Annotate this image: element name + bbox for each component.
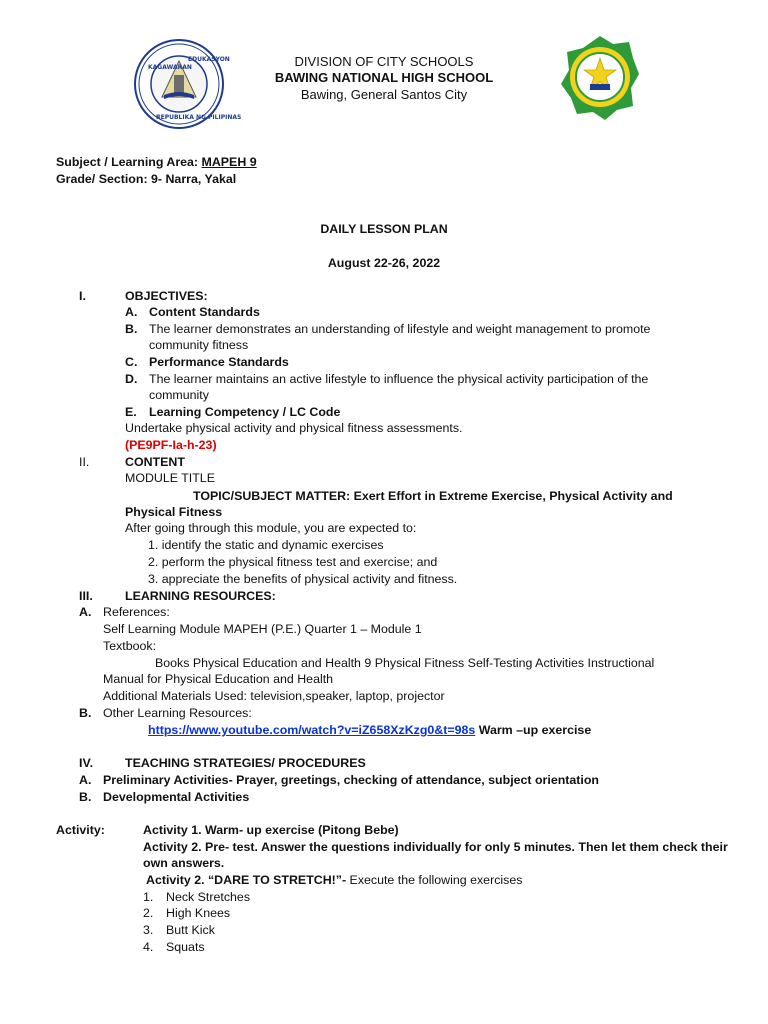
objective-b-letter: B. [125,322,138,336]
activity-2-line2: own answers. [143,856,225,870]
exercise-2-name: High Knees [166,906,231,920]
performance-standard-text-line2: community [149,388,209,402]
module-title-label: MODULE TITLE [125,471,215,485]
exercise-1-name: Neck Stretches [166,890,251,904]
objective-c-letter: C. [125,355,138,369]
resources-b-letter: B. [79,706,92,720]
objectives-intro: After going through this module, you are expected to: [125,521,417,535]
content-item-1: 1. identify the static and dynamic exercises [148,538,384,552]
activity-2-line1: Activity 2. Pre- test. Answer the questions individually for only 5 minutes. Then let them check their [143,840,728,854]
topic-line2: Physical Fitness [125,505,223,519]
resources-a-letter: A. [79,605,92,619]
objective-a-letter: A. [125,305,138,319]
activity-3 [146,873,522,887]
activity-label: Activity: [56,823,105,837]
textbook-label: Textbook: [103,639,157,653]
performance-standards-label: Performance Standards [149,355,289,369]
youtube-link-suffix: Warm –up exercise [475,723,592,737]
developmental-activities: Developmental Activities [103,790,250,804]
resources-number: III. [79,589,93,603]
exercise-3-name: Butt Kick [166,923,215,937]
books-reference-line1: Books Physical Education and Health 9 Physical Fitness Self-Testing Activities Instructional [155,656,655,670]
division-name: DIVISION OF CITY SCHOOLS [294,54,474,69]
document-title: DAILY LESSON PLAN [320,222,448,236]
performance-standard-text-line1: The learner maintains an active lifestyle to influence the physical activity participation of the [149,372,649,386]
content-item-3: 3. appreciate the benefits of physical activity and fitness. [148,572,458,586]
grade-section: Grade/ Section: 9- Narra, Yakal [56,172,237,186]
references-label: References: [103,605,170,619]
preliminary-activities: Preliminary Activities- Prayer, greetings, checking of attendance, subject orientation [103,773,600,787]
procedures-number: IV. [79,756,94,770]
school-address: Bawing, General Santos City [300,87,468,102]
activity-1: Activity 1. Warm- up exercise (Pitong Bebe) [143,823,399,837]
slm-reference: Self Learning Module MAPEH (P.E.) Quarter 1 – Module 1 [103,622,422,636]
objective-e-letter: E. [125,405,137,419]
procedures-heading: TEACHING STRATEGIES/ PROCEDURES [125,756,366,770]
svg-text:EDUKASYON: EDUKASYON [188,56,230,63]
subject-value: MAPEH 9 [201,155,257,169]
procedures-a-letter: A. [79,773,92,787]
learning-competency-label: Learning Competency / LC Code [149,405,341,419]
additional-materials: Additional Materials Used: television,speaker, laptop, projector [103,689,445,703]
exercise-4-number: 4. [143,940,154,954]
content-standard-text-line2: community fitness [149,338,249,352]
activity-3-instruction: Execute the following exercises [346,873,523,887]
exercise-2-number: 2. [143,906,154,920]
objectives-heading: OBJECTIVES: [125,289,208,303]
svg-text:KAGAWARAN: KAGAWARAN [148,64,192,71]
resources-heading: LEARNING RESOURCES: [125,589,276,603]
youtube-link[interactable]: https://www.youtube.com/watch?v=iZ658XzKzg0&t=98s [148,723,476,737]
school-name: BAWING NATIONAL HIGH SCHOOL [274,70,494,85]
lesson-date: August 22-26, 2022 [327,256,441,270]
subject-line [56,155,257,169]
exercise-3-number: 3. [143,923,154,937]
competency-text: Undertake physical activity and physical fitness assessments. [125,421,463,435]
exercise-1-number: 1. [143,890,154,904]
activity-3-title: Activity 2. “DARE TO STRETCH!”- [146,873,347,887]
books-reference-line2: Manual for Physical Education and Health [103,672,334,686]
youtube-resource-line [148,723,591,737]
content-item-2: 2. perform the physical fitness test and exercise; and [148,555,438,569]
other-resources-label: Other Learning Resources: [103,706,252,720]
exercise-4-name: Squats [166,940,205,954]
subject-label: Subject / Learning Area: [56,155,202,169]
content-standards-label: Content Standards [149,305,260,319]
topic-line1: TOPIC/SUBJECT MATTER: Exert Effort in Extreme Exercise, Physical Activity and [193,489,673,503]
procedures-b-letter: B. [79,790,92,804]
content-number: II. [79,455,90,469]
lc-code: (PE9PF-Ia-h-23) [125,438,217,452]
content-heading: CONTENT [125,455,185,469]
objectives-number: I. [79,289,86,303]
svg-text:REPUBLIKA NG PILIPINAS: REPUBLIKA NG PILIPINAS [156,114,242,121]
objective-d-letter: D. [125,372,138,386]
content-standard-text-line1: The learner demonstrates an understanding of lifestyle and weight management to promote [149,322,651,336]
